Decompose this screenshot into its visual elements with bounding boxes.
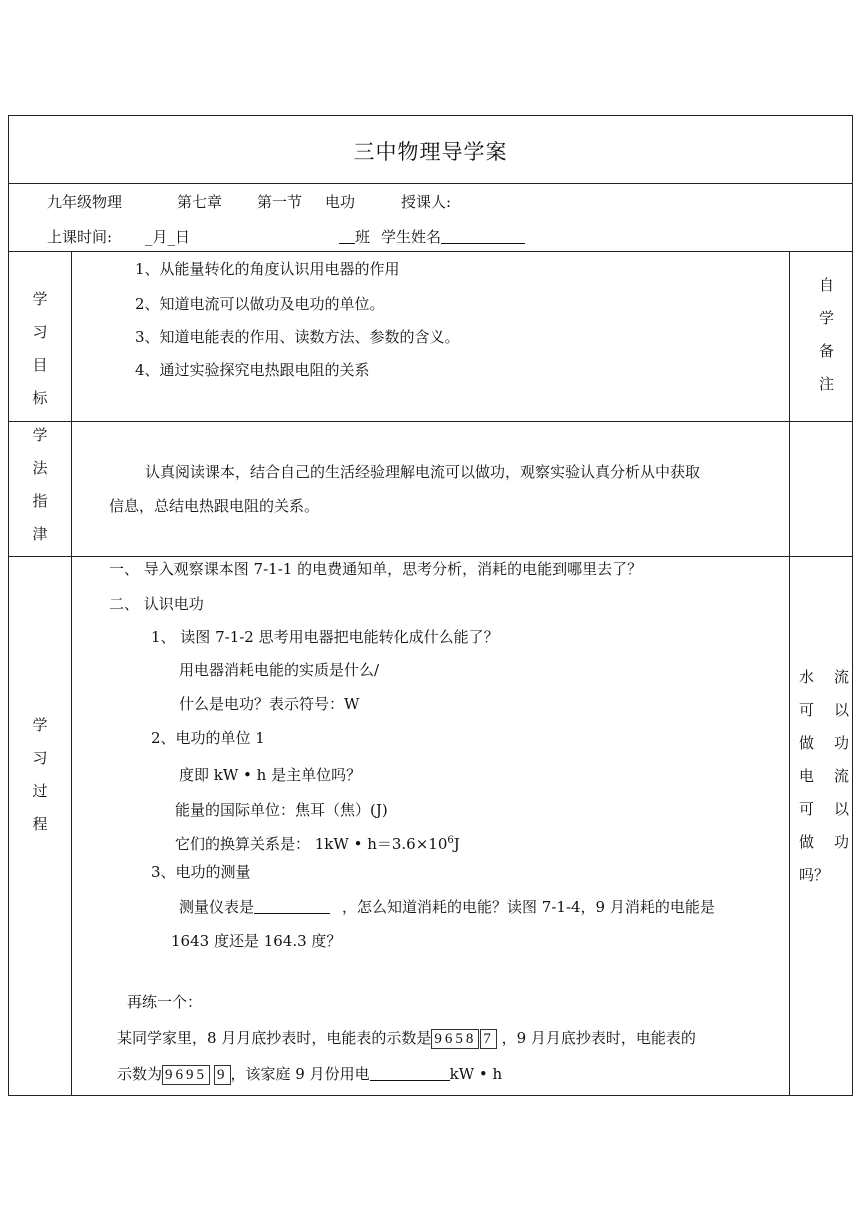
meter-reading-august-decimal: 7 bbox=[480, 1029, 497, 1049]
process-line: 1643 度还是 164.3 度？ bbox=[171, 932, 342, 950]
row-divider bbox=[9, 183, 852, 184]
objectives-label: 学 习 目 标 bbox=[32, 290, 48, 407]
measurement-question: 测量仪表是 ，怎么知道消耗的电能？读图 7-1-4，9 月消耗的电能是 bbox=[179, 898, 715, 916]
header-topic: 电功 bbox=[325, 193, 356, 211]
process-line: 1、 读图 7-1-2 思考用电器把电能转化成什么能了？ bbox=[151, 628, 499, 646]
conversion-formula: 它们的换算关系是： 1kW • $h=3.6\times 10^6J$ bbox=[175, 835, 460, 853]
process-label: 学 习 过 程 bbox=[32, 716, 48, 833]
header-chapter: 第七章 bbox=[177, 193, 223, 211]
self-study-notes-label: 自 学 备 注 bbox=[818, 276, 834, 393]
class-label: 班 bbox=[355, 228, 371, 246]
process-line: 什么是电功？表示符号：W bbox=[179, 695, 360, 713]
practice-question: 示数为 9695 9 ，该家庭 9 月份用电 kW • h bbox=[117, 1065, 503, 1083]
meter-name-blank[interactable] bbox=[254, 898, 330, 914]
page-title: 三中物理导学案 bbox=[353, 140, 508, 164]
process-line: 用电器消耗电能的实质是什么/ bbox=[179, 661, 380, 679]
column-divider bbox=[71, 251, 72, 1096]
worksheet-table bbox=[8, 115, 853, 1096]
class-field bbox=[339, 227, 370, 247]
method-label: 学 法 指 津 bbox=[32, 426, 48, 543]
practice-question: 某同学家里，8 月月底抄表时，电能表的示数是 9658 7 ，9 月月底抄表时，电能表的 bbox=[117, 1029, 696, 1047]
column-divider bbox=[789, 251, 790, 1096]
header-teacher: 授课人: bbox=[401, 193, 452, 211]
class-blank[interactable] bbox=[339, 228, 355, 244]
meter-reading-september-decimal: 9 bbox=[214, 1065, 231, 1085]
process-line: 能量的国际单位：焦耳（焦）(J) bbox=[175, 801, 388, 819]
process-line: 二、 认识电功 bbox=[109, 595, 204, 613]
objective-item: 4、通过实验探究电热跟电阻的关系 bbox=[135, 361, 370, 379]
process-line: 3、电功的测量 bbox=[151, 863, 251, 881]
process-line: 再练一个： bbox=[127, 993, 203, 1011]
method-text: 信息，总结电热跟电阻的关系。 bbox=[109, 497, 320, 515]
process-line: 一、 导入观察课本图 7-1-1 的电费通知单，思考分析，消耗的电能到哪里去了？ bbox=[109, 560, 643, 578]
student-name-blank[interactable] bbox=[441, 228, 525, 244]
process-side-notes: 水 流 可 以 做 功 电 流 可 以 做 功 吗？ bbox=[799, 668, 849, 884]
header-grade: 九年级物理 bbox=[47, 193, 123, 211]
meter-reading-september: 9695 bbox=[162, 1065, 210, 1085]
class-date: _月_日 bbox=[145, 228, 191, 246]
process-line: 2、电功的单位 1 bbox=[151, 729, 265, 747]
class-time-label: 上课时间: bbox=[47, 228, 113, 246]
usage-blank[interactable] bbox=[370, 1065, 450, 1081]
objective-item: 1、从能量转化的角度认识用电器的作用 bbox=[135, 260, 400, 278]
student-name-label: 学生姓名 bbox=[381, 228, 442, 246]
student-name-field bbox=[381, 227, 525, 247]
method-text: 认真阅读课本，结合自己的生活经验理解电流可以做功，观察实验认真分析从中获取 bbox=[145, 463, 701, 481]
objective-item: 3、知道电能表的作用、读数方法、参数的含义。 bbox=[135, 328, 460, 346]
objective-item: 2、知道电流可以做功及电功的单位。 bbox=[135, 295, 385, 313]
row-divider bbox=[9, 556, 852, 557]
row-divider bbox=[9, 251, 852, 252]
header-section: 第一节 bbox=[257, 193, 303, 211]
process-line: 度即 kW • h 是主单位吗？ bbox=[179, 766, 362, 784]
row-divider bbox=[9, 421, 852, 422]
meter-reading-august: 9658 bbox=[431, 1029, 479, 1049]
